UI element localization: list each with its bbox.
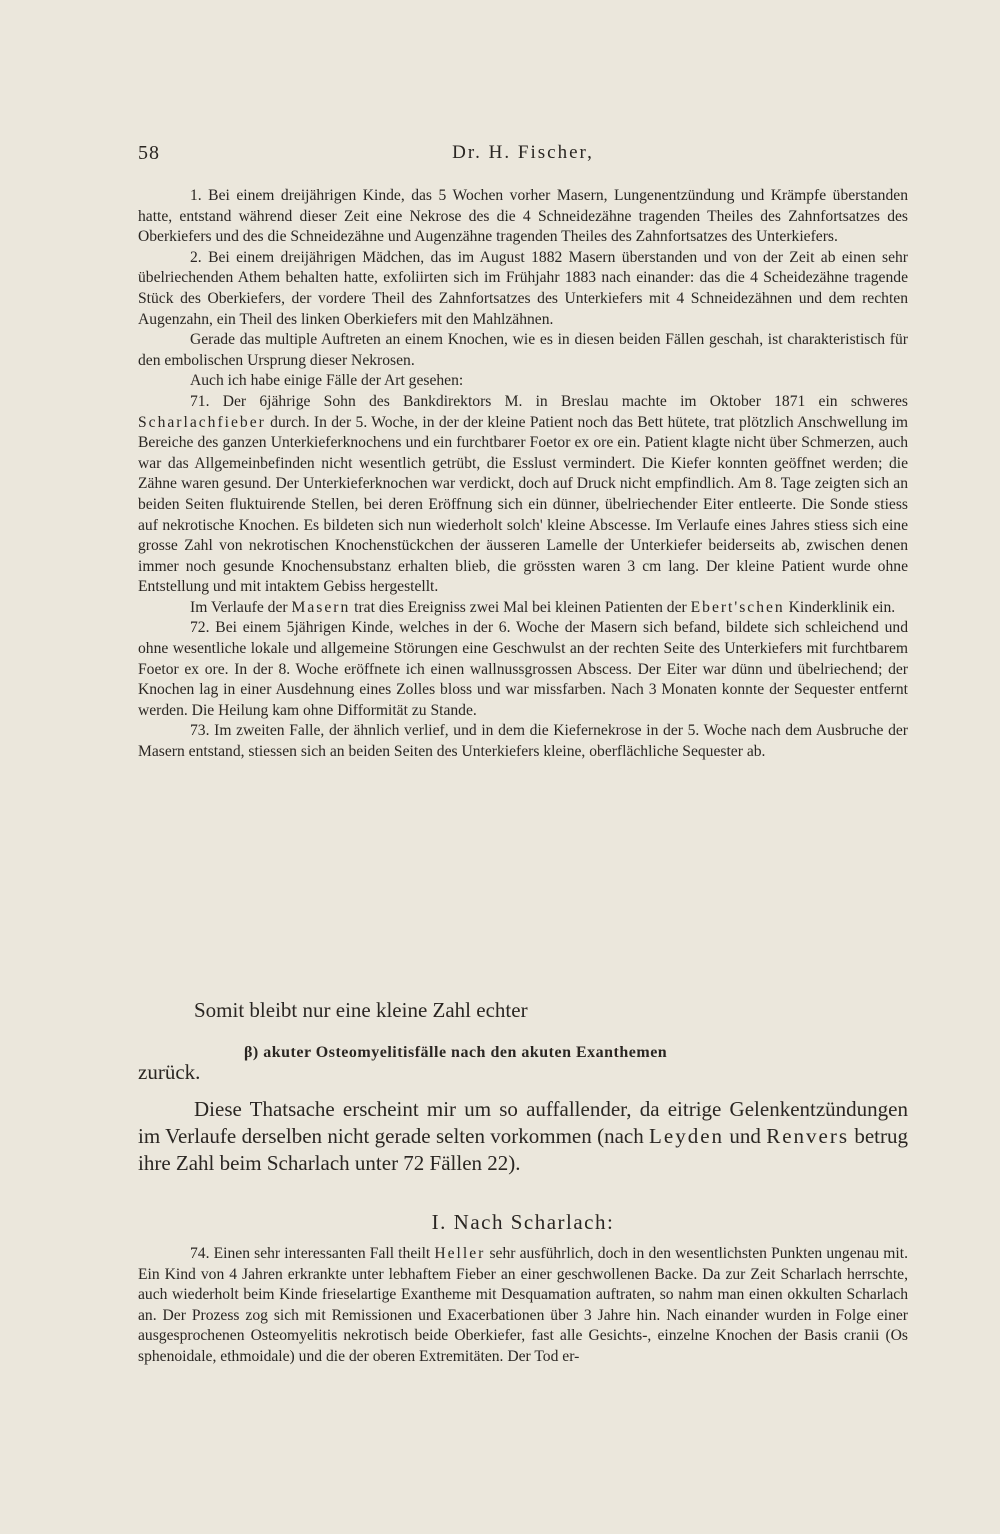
- case-71-text-a: 71. Der 6jährige Sohn des Bankdirektors M. in Breslau machte im Oktober 1871 ein schweres: [190, 392, 908, 410]
- paragraph-case-2: 2. Bei einem dreijährigen Mädchen, das im August 1882 Masern überstanden und von der Zeit ab einen sehr übelriechenden Athem behalten hatte, exfoliirten sich im Frühjahr 1883 nach einander: das die 4 Scheidezähne tragende Stück des Oberkiefers, der vordere Theil des Zahnfortsatzes des Unterkiefers mit 4 Schneidezähnen und dem rechten Augenzahn, ein Theil des linken Oberkiefers mit den Mahlzähnen.: [138, 248, 908, 328]
- section-heading: I. Nach Scharlach:: [431, 1210, 615, 1234]
- renvers-emphasis: Renvers: [766, 1124, 850, 1148]
- large-paragraph-text: [138, 1096, 908, 1177]
- masern-emphasis: Masern: [291, 598, 351, 616]
- paragraph-masern: [138, 598, 908, 619]
- large-paragraph: [138, 1096, 908, 1177]
- body-text-block-2: [138, 1244, 908, 1368]
- masern-text-b: trat dies Ereigniss zwei Mal bei kleinen Patienten der: [350, 598, 691, 616]
- paragraph-case-1: 1. Bei einem dreijährigen Kinde, das 5 Wochen vorher Masern, Lungenentzündung und Krämpfe überstanden hatte, entstand während dieser Zeit eine Nekrose des die 4 Schneidezähne tragenden Theiles des Zahnfortsatzes des Oberkiefers und des die Schneidezähne und Augenzähne tragenden Theiles des Zahnfortsatzes des Unterkiefers.: [138, 187, 908, 246]
- page-number: 58: [138, 142, 160, 164]
- paragraph-case-72: 72. Bei einem 5jährigen Kinde, welches in der 6. Woche der Masern sich befand, bildete sich schleichend und ohne wesentliche lokale und allgemeine Störungen eine Geschwulst an der rechten Seite des Unterkiefers mit furchtbarem Foetor ex ore. In der 8. Woche eröffnete ich einen wallnussgrossen Abscess. Der Eiter war dünn und übelriechend; der Knochen lag in einer Ausdehnung eines Zolles bloss und war missfarben. Nach 3 Monaten konnte der Sequester entfernt werden. Die Heilung kam ohne Difformität zu Stande.: [138, 619, 908, 719]
- page-header: [138, 142, 908, 172]
- zuruck-word: zurück.: [138, 1060, 201, 1084]
- case-71-emphasis: Scharlachfieber: [138, 413, 266, 431]
- subheading-row: [138, 1040, 908, 1084]
- leyden-emphasis: Leyden: [649, 1124, 725, 1148]
- case-74-text-a: 74. Einen sehr interessanten Fall theilt: [190, 1245, 435, 1262]
- subheading-osteomyelitis: β) akuter Osteomyelitisfälle nach den akuten Exanthemen: [244, 1044, 668, 1061]
- case-74-text-b: sehr ausführlich, doch in den wesentlichsten Punkten ungenau mit. Ein Kind von 4 Jahren erkrankte unter lebhaftem Fieber an einer geschwollenen Backe. Da zur Zeit Scharlach herrschte, auch wiederholt beim Kinde frieselartige Exantheme mit Desquamation auftraten, so nahm man einen okkulten Scharlach an. Der Prozess zog sich mit Remissionen und Exacerbationen über 3 Jahre hin. Nach einander wurden in Folge einer ausgesprochenen Osteomyelitis nekrotisch beide Oberkiefer, fast alle Gesichts-, einzelne Knochen der Basis cranii (Os sphenoidale, ethmoidale) und die der oberen Extremitäten. Der Tod er-: [138, 1245, 908, 1365]
- large-text-line: Somit bleibt nur eine kleine Zahl echter: [194, 998, 528, 1022]
- running-head: Dr. H. Fischer,: [452, 142, 594, 163]
- case-71-text-b: durch. In der 5. Woche, in der der kleine Patient noch das Bett hütete, trat plötzlich Anschwellung im Bereiche des ganzen Unterkieferknochens und ein furchtbarer Foetor ex ore ein. Patient klagte nicht über Schmerzen, auch war das Allgemeinbefinden nicht wesentlich getrübt, die Esslust vermindert. Die Kiefer konnten geöffnet werden; die Zähne waren gesund. Der Unterkieferknochen war verdickt, doch auf Druck nicht empfindlich. Am 8. Tage zeigten sich an beiden Seiten fluktuirende Stellen, bei deren Eröffnung sich ein dünner, übelriechender Eiter entleerte. Die Sonde stiess auf nekrotische Knochen. Es bildeten sich nun wiederholt solch' kleine Abscesse. Im Verlaufe eines Jahres stiess sich eine grosse Zahl von nekrotischen Knochenstückchen der äusseren Lamelle der Unterkiefer beiderseits ab, zwischen denen immer noch gesunde Knochensubstanz erhalten blieb, die grössten waren 3 cm lang. Der kleine Patient wurde ohne Entstellung und mit intaktem Gebiss hergestellt.: [138, 413, 908, 596]
- large-para-text-b: und: [724, 1124, 767, 1148]
- paragraph-case-74: [138, 1244, 908, 1368]
- heller-emphasis: Heller: [434, 1245, 486, 1262]
- body-text-block: [138, 186, 908, 763]
- large-para-text-a: Diese Thatsache erscheint mir um so auffallender, da eitrige Gelenkentzündungen im Verlaufe derselben nicht gerade selten vorkommen (nach: [138, 1097, 908, 1148]
- large-para-text-c: betrug ihre Zahl beim Scharlach unter 72 Fällen 22).: [138, 1124, 908, 1175]
- ebert-emphasis: Ebert'schen: [690, 598, 785, 616]
- paragraph-own-cases: Auch ich habe einige Fälle der Art gesehen:: [190, 372, 464, 390]
- masern-text-a: Im Verlaufe der: [190, 598, 292, 616]
- paragraph-case-71: [138, 392, 908, 598]
- paragraph-case-73: 73. Im zweiten Falle, der ähnlich verlief, und in dem die Kiefernekrose in der 5. Woche nach dem Ausbruche der Masern entstand, stiessen sich an beiden Seiten des Unterkiefers kleine, oberflächliche Sequester ab.: [138, 722, 908, 761]
- paragraph-embolic-origin: Gerade das multiple Auftreten an einem Knochen, wie es in diesen beiden Fällen geschah, ist charakteristisch für den embolischen Ursprung dieser Nekrosen.: [138, 331, 908, 369]
- masern-text-c: Kinderklinik ein.: [784, 598, 896, 616]
